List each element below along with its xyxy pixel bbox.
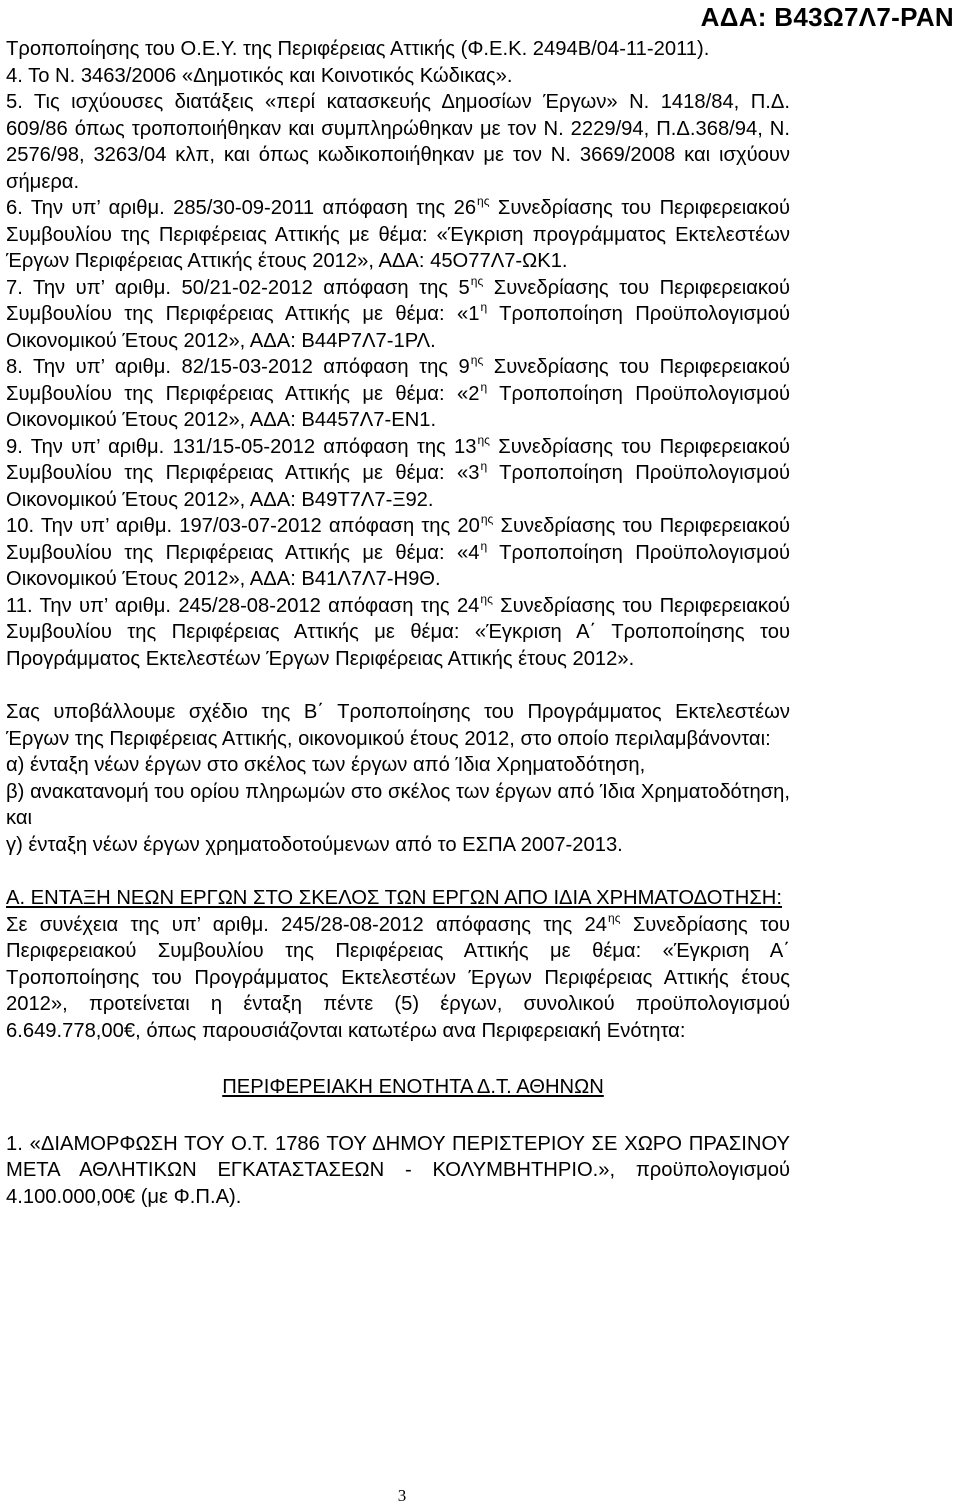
- decision-11: 11. Την υπ’ αριθμ. 245/28-08-2012 απόφαση της $24^{\eta\varsigma}$ Συνεδρίασης του Περιφερειακού Συμβουλίου της Περιφέρειας Αττικής με θέμα: «Έγκριση Α΄ Τροποποίησης του Προγράμματος Εκτελεστέων Έργων Περιφέρειας Αττικής έτους 2012».: [6, 591, 790, 670]
- section-a-body: Σε συνέχεια της υπ’ αριθμ. 245/28-08-2012 απόφασης της $24^{\eta\varsigma}$ Συνεδρίασης του Περιφερειακού Συμβουλίου της Περιφέρειας Αττικής με θέμα: «Έγκριση Α΄ Τροποποίησης του Προγράμματος Εκτελεστέων Έργων Περιφέρειας Αττικής έτους 2012», προτείνεται η ένταξη πέντε (5) έργων, συνολικού προϋπολογισμού 6.649.778,00€, όπως παρουσιάζονται κατωτέρω ανα Περιφερειακή Ενότητα:: [6, 910, 790, 1042]
- regional-unit-heading: ΠΕΡΙΦΕΡΕΙΑΚΗ ΕΝΟΤΗΤΑ Δ.Τ. ΑΘΗΝΩΝ: [222, 1076, 604, 1098]
- submission-item-a: α) ένταξη νέων έργων στο σκέλος των έργων από Ίδια Χρηματοδότηση,: [6, 754, 646, 776]
- decision-10: 10. Την υπ’ αριθμ. 197/03-07-2012 απόφαση της $20^{\eta\varsigma}$ Συνεδρίασης του Περιφερειακού Συμβουλίου της Περιφέρειας Αττικής με θέμα: «$4^\eta$ Τροποποίηση Προϋπολογισμού Οικονομικού Έτους 2012», ΑΔΑ: Β41Λ7Λ7-Η9Θ.: [6, 512, 790, 590]
- project-1: 1. «ΔΙΑΜΟΡΦΩΣΗ ΤΟΥ Ο.Τ. 1786 ΤΟΥ ΔΗΜΟΥ ΠΕΡΙΣΤΕΡΙΟΥ ΣΕ ΧΩΡΟ ΠΡΑΣΙΝΟΥ ΜΕΤΑ ΑΘΛΗΤΙΚΩΝ ΕΓΚΑΤΑΣΤΑΣΕΩΝ - ΚΟΛΥΜΒΗΤΗΡΙΟ.», προϋπολογισμού 4.100.000,00€ (με Φ.Π.Α).: [6, 1132, 790, 1208]
- submission-item-b: β) ανακατανομή του ορίου πληρωμών στο σκέλος των έργων από Ίδια Χρηματοδότηση, και: [6, 780, 790, 829]
- decision-5: 5. Τις ισχύουσες διατάξεις «περί κατασκευής Δημοσίων Έργων» Ν. 1418/84, Π.Δ. 609/86 όπως τροποποιήθηκαν και συμπληρώθηκαν με τον Ν. 2229/94, Π.Δ.368/94, Ν. 2576/98, 3263/04 κλπ, και όπως κωδικοποιήθηκαν με τον Ν. 3669/2008 και ισχύουν σήμερα.: [6, 91, 790, 193]
- submission-item-c: γ) ένταξη νέων έργων χρηματοδοτούμενων από το ΕΣΠΑ 2007-2013.: [6, 833, 623, 856]
- decision-4-continuation: Τροποποίησης του Ο.Ε.Υ. της Περιφέρειας Αττικής (Φ.Ε.Κ. 2494Β/04-11-2011).: [6, 38, 710, 60]
- document-body: [6, 36, 790, 1210]
- ada-code: ΑΔΑ: Β43Ω7Λ7-ΡΑΝ: [700, 2, 954, 32]
- decision-7: 7. Την υπ’ αριθμ. 50/21-02-2012 απόφαση της $5^{\eta\varsigma}$ Συνεδρίασης του Περιφερειακού Συμβουλίου της Περιφέρειας Αττικής με θέμα: «$1^\eta$ Τροποποίηση Προϋπολογισμού Οικονομικού Έτους 2012», ΑΔΑ: Β44Ρ7Λ7-1ΡΛ.: [6, 273, 791, 352]
- decision-9: 9. Την υπ’ αριθμ. 131/15-05-2012 απόφαση της $13^{\eta\varsigma}$ Συνεδρίασης του Περιφερειακού Συμβουλίου της Περιφέρειας Αττικής με θέμα: «$3^\eta$ Τροποποίηση Προϋπολογισμού Οικονομικού Έτους 2012», ΑΔΑ: Β49Τ7Λ7-Ξ92.: [6, 432, 791, 511]
- decision-4: 4. Το Ν. 3463/2006 «Δημοτικός και Κοινοτικός Κώδικας».: [6, 64, 513, 87]
- page-number: 3: [397, 1486, 407, 1505]
- decision-8: 8. Την υπ’ αριθμ. 82/15-03-2012 απόφαση της $9^{\eta\varsigma}$ Συνεδρίασης του Περιφερειακού Συμβουλίου της Περιφέρειας Αττικής με θέμα: «$2^\eta$ Τροποποίηση Προϋπολογισμού Οικονομικού Έτους 2012», ΑΔΑ: Β4457Λ7-ΕΝ1.: [6, 353, 791, 431]
- submission-intro: Σας υποβάλλουμε σχέδιο της Β΄ Τροποποίησης του Προγράμματος Εκτελεστέων Έργων της Περιφέρειας Αττικής, οικονομικού έτους 2012, στο οποίο περιλαμβάνονται:: [6, 701, 790, 750]
- section-a-heading: Α. ΕΝΤΑΞΗ ΝΕΩΝ ΕΡΓΩΝ ΣΤΟ ΣΚΕΛΟΣ ΤΩΝ ΕΡΓΩΝ ΑΠΟ ΙΔΙΑ ΧΡΗΜΑΤΟΔΟΤΗΣΗ:: [6, 887, 782, 909]
- decision-6: 6. Την υπ’ αριθμ. 285/30-09-2011 απόφαση της $26^{\eta\varsigma}$ Συνεδρίασης του Περιφερειακού Συμβουλίου της Περιφέρειας Αττικής με θέμα: «Έγκριση προγράμματος Εκτελεστέων Έργων Περιφέρειας Αττικής έτους 2012», ΑΔΑ: 45Ο77Λ7-ΩΚ1.: [6, 194, 790, 272]
